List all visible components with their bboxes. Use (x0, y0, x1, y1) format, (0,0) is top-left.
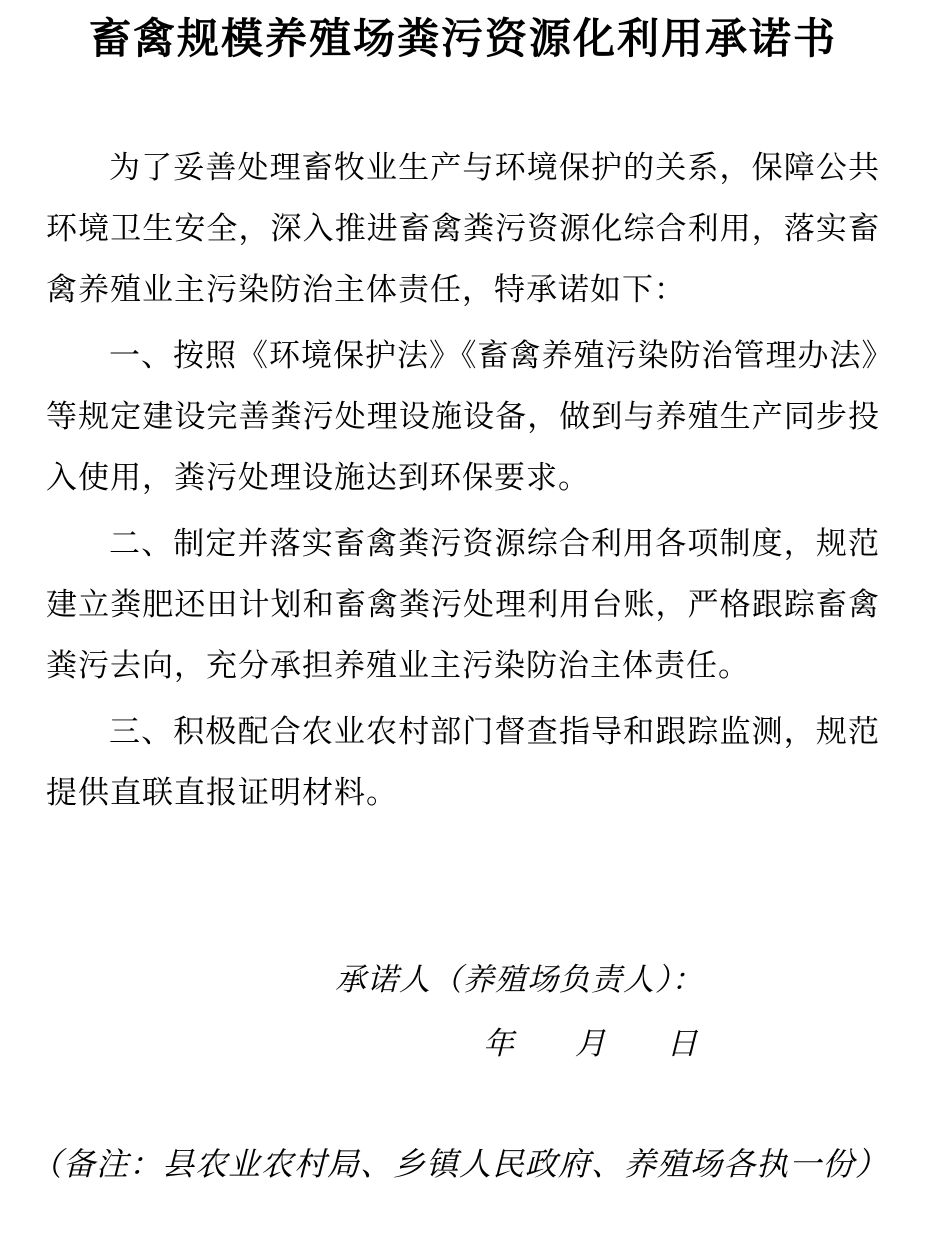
text-line: 粪污去向，充分承担养殖业主污染防治主体责任。 (46, 648, 750, 683)
text-line: 一、按照《环境保护法》《畜禽养殖污染防治管理办法》 (109, 338, 894, 373)
text-line: 提供直联直报证明材料。 (46, 775, 398, 810)
text-line: 二、制定并落实畜禽粪污资源综合利用各项制度，规范 (109, 526, 880, 561)
body-paragraph (46, 325, 894, 508)
date-day-label: 日 (666, 1026, 698, 1061)
signatory-label: 承诺人（养殖场负责人）： (335, 962, 704, 997)
date-line (483, 1012, 926, 1076)
body-paragraph (46, 701, 880, 823)
date-month-label: 月 (574, 1026, 606, 1061)
text-line: 三、积极配合农业农村部门督查指导和跟踪监测，规范 (109, 714, 880, 749)
body-paragraph (46, 137, 880, 320)
distribution-note: （备注：县农业农村局、乡镇人民政府、养殖场各执一份） (30, 1146, 889, 1182)
document-title: 畜禽规模养殖场粪污资源化利用承诺书 (88, 17, 837, 63)
date-year-label: 年 (483, 1026, 514, 1061)
body-paragraph (46, 513, 880, 696)
text-line: 环境卫生安全，深入推进畜禽粪污资源化综合利用，落实畜 (46, 211, 880, 246)
document-body (46, 137, 894, 823)
text-line: 禽养殖业主污染防治主体责任，特承诺如下： (46, 272, 686, 307)
text-line: 建立粪肥还田计划和畜禽粪污处理利用台账，严格跟踪畜禽 (46, 587, 880, 622)
text-line: 为了妥善处理畜牧业生产与环境保护的关系，保障公共 (109, 150, 880, 185)
text-line: 入使用，粪污处理设施达到环保要求。 (46, 460, 590, 495)
text-line: 等规定建设完善粪污处理设施设备，做到与养殖生产同步投 (46, 399, 880, 434)
